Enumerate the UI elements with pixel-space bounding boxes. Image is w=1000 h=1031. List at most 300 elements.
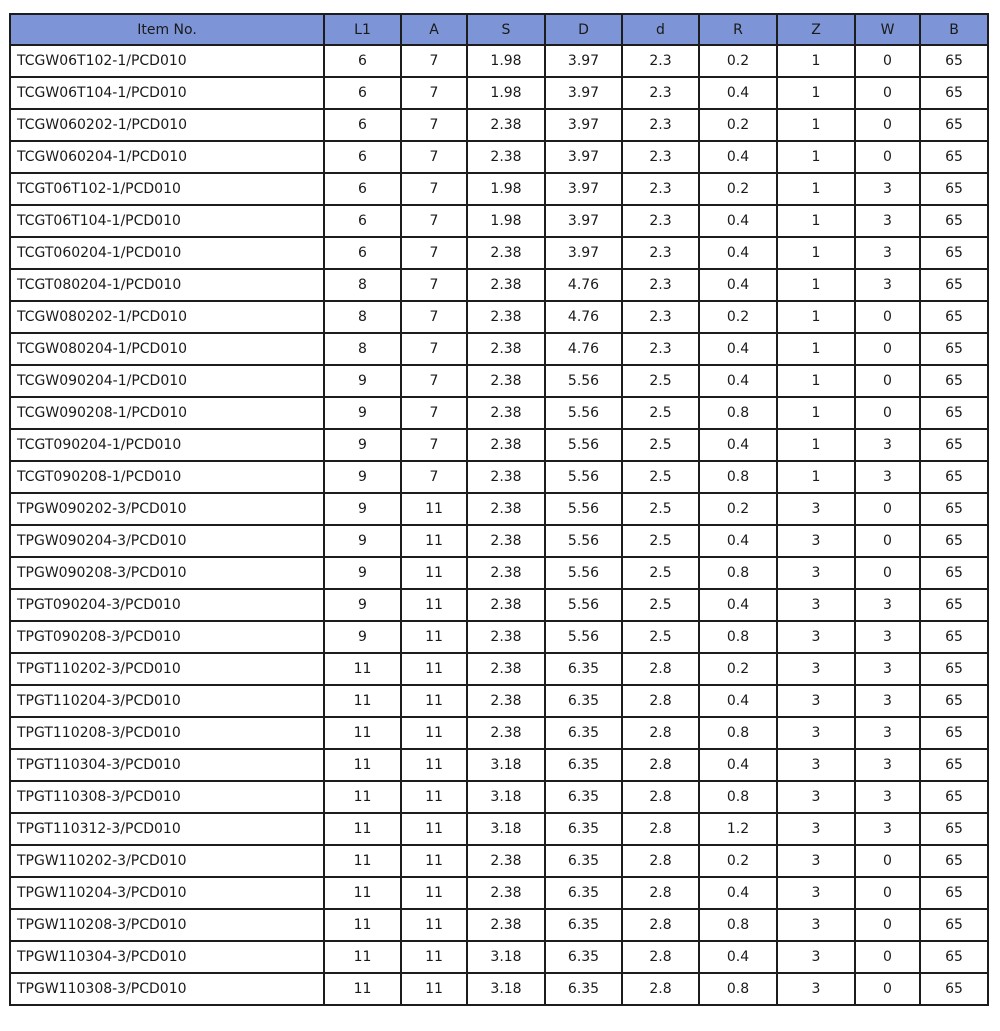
table-cell: 1 bbox=[777, 109, 855, 141]
item-number-cell: TPGW090208-3/PCD010 bbox=[10, 557, 324, 589]
table-row bbox=[10, 205, 988, 237]
table-cell: 2.38 bbox=[467, 557, 545, 589]
table-cell: 2.38 bbox=[467, 493, 545, 525]
table-cell: 2.38 bbox=[467, 397, 545, 429]
item-number-cell: TPGT090204-3/PCD010 bbox=[10, 589, 324, 621]
table-cell: 2.8 bbox=[622, 973, 699, 1005]
table-cell: 7 bbox=[401, 173, 467, 205]
table-row bbox=[10, 717, 988, 749]
table-cell: 11 bbox=[401, 973, 467, 1005]
table-cell: 7 bbox=[401, 429, 467, 461]
table-cell: 11 bbox=[324, 973, 401, 1005]
table-cell: 3 bbox=[855, 269, 920, 301]
table-cell: 0.2 bbox=[699, 109, 777, 141]
table-cell: 3 bbox=[855, 653, 920, 685]
table-cell: 11 bbox=[401, 653, 467, 685]
table-cell: 0 bbox=[855, 909, 920, 941]
table-row bbox=[10, 621, 988, 653]
item-number-cell: TCGT060204-1/PCD010 bbox=[10, 237, 324, 269]
table-cell: 65 bbox=[920, 333, 988, 365]
table-cell: 3.97 bbox=[545, 237, 622, 269]
table-cell: 9 bbox=[324, 525, 401, 557]
table-cell: 6.35 bbox=[545, 845, 622, 877]
table-row bbox=[10, 237, 988, 269]
table-cell: 6.35 bbox=[545, 813, 622, 845]
table-cell: 3 bbox=[777, 941, 855, 973]
table-cell: 2.5 bbox=[622, 493, 699, 525]
table-cell: 11 bbox=[324, 877, 401, 909]
table-cell: 6.35 bbox=[545, 909, 622, 941]
table-cell: 0.4 bbox=[699, 269, 777, 301]
table-cell: 3.97 bbox=[545, 77, 622, 109]
table-cell: 9 bbox=[324, 365, 401, 397]
table-cell: 0.2 bbox=[699, 301, 777, 333]
table-cell: 65 bbox=[920, 525, 988, 557]
table-cell: 0.8 bbox=[699, 621, 777, 653]
table-cell: 3 bbox=[855, 429, 920, 461]
table-cell: 3 bbox=[777, 845, 855, 877]
table-cell: 1 bbox=[777, 429, 855, 461]
table-row bbox=[10, 429, 988, 461]
table-cell: 65 bbox=[920, 813, 988, 845]
table-cell: 3 bbox=[777, 653, 855, 685]
table-row bbox=[10, 845, 988, 877]
table-cell: 65 bbox=[920, 781, 988, 813]
table-cell: 0.4 bbox=[699, 749, 777, 781]
table-cell: 7 bbox=[401, 205, 467, 237]
table-cell: 65 bbox=[920, 429, 988, 461]
table-cell: 2.38 bbox=[467, 845, 545, 877]
table-cell: 0.4 bbox=[699, 525, 777, 557]
table-cell: 0 bbox=[855, 845, 920, 877]
table-cell: 2.3 bbox=[622, 173, 699, 205]
table-cell: 2.38 bbox=[467, 237, 545, 269]
table-cell: 1 bbox=[777, 173, 855, 205]
table-cell: 2.3 bbox=[622, 333, 699, 365]
table-cell: 3.18 bbox=[467, 813, 545, 845]
table-cell: 3.97 bbox=[545, 205, 622, 237]
table-row bbox=[10, 941, 988, 973]
table-cell: 0 bbox=[855, 525, 920, 557]
table-cell: 0.4 bbox=[699, 877, 777, 909]
table-cell: 0.8 bbox=[699, 909, 777, 941]
table-cell: 0.4 bbox=[699, 365, 777, 397]
table-cell: 7 bbox=[401, 77, 467, 109]
table-cell: 11 bbox=[324, 941, 401, 973]
table-cell: 6.35 bbox=[545, 717, 622, 749]
table-cell: 0 bbox=[855, 493, 920, 525]
table-cell: 3.18 bbox=[467, 749, 545, 781]
table-row bbox=[10, 749, 988, 781]
table-cell: 2.8 bbox=[622, 781, 699, 813]
column-header: Item No. bbox=[10, 14, 324, 45]
table-cell: 2.8 bbox=[622, 845, 699, 877]
table-cell: 9 bbox=[324, 461, 401, 493]
table-cell: 11 bbox=[324, 685, 401, 717]
table-cell: 65 bbox=[920, 909, 988, 941]
table-cell: 0 bbox=[855, 301, 920, 333]
table-row bbox=[10, 493, 988, 525]
table-cell: 9 bbox=[324, 493, 401, 525]
table-cell: 2.5 bbox=[622, 525, 699, 557]
table-cell: 3 bbox=[777, 493, 855, 525]
table-cell: 2.5 bbox=[622, 621, 699, 653]
table-cell: 3 bbox=[777, 685, 855, 717]
table-cell: 7 bbox=[401, 365, 467, 397]
table-cell: 2.5 bbox=[622, 365, 699, 397]
table-cell: 2.38 bbox=[467, 685, 545, 717]
item-number-cell: TCGT06T104-1/PCD010 bbox=[10, 205, 324, 237]
table-cell: 2.5 bbox=[622, 429, 699, 461]
table-cell: 1 bbox=[777, 141, 855, 173]
table-cell: 3 bbox=[855, 621, 920, 653]
table-cell: 0.2 bbox=[699, 493, 777, 525]
table-cell: 1.98 bbox=[467, 173, 545, 205]
table-cell: 3 bbox=[777, 557, 855, 589]
table-cell: 2.38 bbox=[467, 141, 545, 173]
table-cell: 8 bbox=[324, 301, 401, 333]
table-cell: 0.4 bbox=[699, 237, 777, 269]
table-cell: 3 bbox=[777, 589, 855, 621]
table-cell: 0.8 bbox=[699, 973, 777, 1005]
table-cell: 11 bbox=[401, 877, 467, 909]
item-number-cell: TPGT110204-3/PCD010 bbox=[10, 685, 324, 717]
table-cell: 3 bbox=[855, 749, 920, 781]
table-cell: 11 bbox=[324, 909, 401, 941]
table-cell: 7 bbox=[401, 397, 467, 429]
table-cell: 0 bbox=[855, 973, 920, 1005]
table-cell: 3 bbox=[855, 237, 920, 269]
table-cell: 3 bbox=[777, 749, 855, 781]
table-cell: 65 bbox=[920, 589, 988, 621]
item-number-cell: TPGW110202-3/PCD010 bbox=[10, 845, 324, 877]
table-cell: 3 bbox=[855, 205, 920, 237]
table-cell: 2.38 bbox=[467, 365, 545, 397]
table-cell: 1 bbox=[777, 205, 855, 237]
table-cell: 1 bbox=[777, 365, 855, 397]
column-header: L1 bbox=[324, 14, 401, 45]
table-cell: 11 bbox=[401, 525, 467, 557]
table-cell: 0.4 bbox=[699, 77, 777, 109]
item-number-cell: TPGW110208-3/PCD010 bbox=[10, 909, 324, 941]
item-number-cell: TCGW060204-1/PCD010 bbox=[10, 141, 324, 173]
table-cell: 0 bbox=[855, 141, 920, 173]
table-cell: 0 bbox=[855, 557, 920, 589]
table-cell: 2.38 bbox=[467, 525, 545, 557]
table-cell: 2.3 bbox=[622, 301, 699, 333]
table-row bbox=[10, 461, 988, 493]
column-header: A bbox=[401, 14, 467, 45]
table-cell: 6 bbox=[324, 45, 401, 77]
table-cell: 7 bbox=[401, 333, 467, 365]
table-cell: 11 bbox=[401, 845, 467, 877]
table-cell: 9 bbox=[324, 429, 401, 461]
table-cell: 11 bbox=[324, 813, 401, 845]
item-number-cell: TPGW110304-3/PCD010 bbox=[10, 941, 324, 973]
table-cell: 0 bbox=[855, 77, 920, 109]
table-cell: 5.56 bbox=[545, 397, 622, 429]
table-row bbox=[10, 397, 988, 429]
table-cell: 11 bbox=[401, 589, 467, 621]
table-cell: 65 bbox=[920, 173, 988, 205]
column-header: D bbox=[545, 14, 622, 45]
table-cell: 3 bbox=[777, 909, 855, 941]
item-number-cell: TCGW090204-1/PCD010 bbox=[10, 365, 324, 397]
table-cell: 0 bbox=[855, 365, 920, 397]
table-cell: 1.98 bbox=[467, 45, 545, 77]
item-number-cell: TCGW060202-1/PCD010 bbox=[10, 109, 324, 141]
table-row bbox=[10, 301, 988, 333]
table-cell: 9 bbox=[324, 557, 401, 589]
table-cell: 5.56 bbox=[545, 365, 622, 397]
table-cell: 2.3 bbox=[622, 269, 699, 301]
table-row bbox=[10, 77, 988, 109]
item-number-cell: TCGT080204-1/PCD010 bbox=[10, 269, 324, 301]
table-cell: 5.56 bbox=[545, 557, 622, 589]
table-cell: 2.3 bbox=[622, 205, 699, 237]
table-cell: 6.35 bbox=[545, 973, 622, 1005]
table-cell: 2.8 bbox=[622, 909, 699, 941]
table-cell: 3 bbox=[777, 781, 855, 813]
table-cell: 11 bbox=[324, 781, 401, 813]
table-cell: 9 bbox=[324, 621, 401, 653]
table-cell: 11 bbox=[401, 813, 467, 845]
table-cell: 1.98 bbox=[467, 205, 545, 237]
column-header: d bbox=[622, 14, 699, 45]
table-cell: 2.3 bbox=[622, 109, 699, 141]
table-cell: 65 bbox=[920, 45, 988, 77]
table-cell: 6 bbox=[324, 77, 401, 109]
column-header: W bbox=[855, 14, 920, 45]
table-cell: 65 bbox=[920, 557, 988, 589]
table-cell: 1.2 bbox=[699, 813, 777, 845]
item-number-cell: TCGW06T102-1/PCD010 bbox=[10, 45, 324, 77]
table-cell: 4.76 bbox=[545, 301, 622, 333]
table-row bbox=[10, 557, 988, 589]
table-body bbox=[10, 45, 988, 1005]
table-row bbox=[10, 45, 988, 77]
table-cell: 65 bbox=[920, 621, 988, 653]
table-cell: 6 bbox=[324, 205, 401, 237]
table-cell: 0 bbox=[855, 397, 920, 429]
table-cell: 9 bbox=[324, 397, 401, 429]
table-cell: 6.35 bbox=[545, 781, 622, 813]
table-cell: 0.2 bbox=[699, 173, 777, 205]
table-cell: 65 bbox=[920, 397, 988, 429]
table-cell: 1.98 bbox=[467, 77, 545, 109]
table-cell: 3.18 bbox=[467, 941, 545, 973]
table-cell: 1 bbox=[777, 237, 855, 269]
item-number-cell: TCGW080202-1/PCD010 bbox=[10, 301, 324, 333]
column-header: R bbox=[699, 14, 777, 45]
item-number-cell: TPGT110312-3/PCD010 bbox=[10, 813, 324, 845]
table-cell: 2.38 bbox=[467, 717, 545, 749]
table-cell: 0 bbox=[855, 45, 920, 77]
table-cell: 7 bbox=[401, 141, 467, 173]
table-cell: 3 bbox=[855, 589, 920, 621]
table-cell: 7 bbox=[401, 269, 467, 301]
table-cell: 1 bbox=[777, 301, 855, 333]
table-cell: 0.4 bbox=[699, 589, 777, 621]
table-cell: 0.4 bbox=[699, 141, 777, 173]
table-cell: 3.97 bbox=[545, 141, 622, 173]
table-cell: 11 bbox=[401, 493, 467, 525]
table-cell: 65 bbox=[920, 141, 988, 173]
table-cell: 6.35 bbox=[545, 749, 622, 781]
table-cell: 5.56 bbox=[545, 493, 622, 525]
table-cell: 2.8 bbox=[622, 717, 699, 749]
table-cell: 11 bbox=[401, 909, 467, 941]
table-cell: 4.76 bbox=[545, 333, 622, 365]
table-cell: 11 bbox=[401, 717, 467, 749]
table-row bbox=[10, 781, 988, 813]
table-cell: 65 bbox=[920, 301, 988, 333]
table-cell: 65 bbox=[920, 941, 988, 973]
table-cell: 0 bbox=[855, 333, 920, 365]
item-number-cell: TCGW06T104-1/PCD010 bbox=[10, 77, 324, 109]
table-cell: 0.4 bbox=[699, 941, 777, 973]
table-cell: 6 bbox=[324, 173, 401, 205]
column-header: Z bbox=[777, 14, 855, 45]
table-cell: 0.8 bbox=[699, 717, 777, 749]
table-cell: 2.5 bbox=[622, 557, 699, 589]
table-cell: 3 bbox=[855, 717, 920, 749]
table-cell: 0.4 bbox=[699, 685, 777, 717]
table-cell: 1 bbox=[777, 77, 855, 109]
table-cell: 2.5 bbox=[622, 397, 699, 429]
item-number-cell: TCGT090204-1/PCD010 bbox=[10, 429, 324, 461]
table-cell: 11 bbox=[324, 653, 401, 685]
table-cell: 11 bbox=[401, 621, 467, 653]
table-cell: 11 bbox=[324, 717, 401, 749]
table-cell: 2.38 bbox=[467, 909, 545, 941]
table-cell: 3 bbox=[777, 621, 855, 653]
table-cell: 65 bbox=[920, 461, 988, 493]
item-number-cell: TCGW080204-1/PCD010 bbox=[10, 333, 324, 365]
table-cell: 8 bbox=[324, 333, 401, 365]
table-cell: 2.38 bbox=[467, 109, 545, 141]
table-cell: 1 bbox=[777, 333, 855, 365]
table-cell: 3 bbox=[855, 173, 920, 205]
header-row bbox=[10, 14, 988, 45]
table-cell: 0.4 bbox=[699, 205, 777, 237]
table-cell: 65 bbox=[920, 109, 988, 141]
table-cell: 1 bbox=[777, 269, 855, 301]
table-cell: 3 bbox=[855, 461, 920, 493]
table-cell: 3 bbox=[855, 781, 920, 813]
table-cell: 2.38 bbox=[467, 301, 545, 333]
table-cell: 1 bbox=[777, 461, 855, 493]
table-row bbox=[10, 525, 988, 557]
table-row bbox=[10, 877, 988, 909]
item-number-cell: TPGT110308-3/PCD010 bbox=[10, 781, 324, 813]
table-cell: 6 bbox=[324, 109, 401, 141]
table-cell: 65 bbox=[920, 685, 988, 717]
table-cell: 3 bbox=[777, 717, 855, 749]
table-cell: 3.18 bbox=[467, 973, 545, 1005]
table-row bbox=[10, 589, 988, 621]
table-cell: 65 bbox=[920, 749, 988, 781]
table-row bbox=[10, 109, 988, 141]
table-cell: 65 bbox=[920, 269, 988, 301]
table-cell: 5.56 bbox=[545, 461, 622, 493]
table-cell: 11 bbox=[324, 749, 401, 781]
table-cell: 0.4 bbox=[699, 333, 777, 365]
table-cell: 11 bbox=[401, 685, 467, 717]
table-cell: 0 bbox=[855, 877, 920, 909]
table-row bbox=[10, 653, 988, 685]
table-cell: 3 bbox=[777, 973, 855, 1005]
table-cell: 2.5 bbox=[622, 589, 699, 621]
table-cell: 4.76 bbox=[545, 269, 622, 301]
item-number-cell: TCGT090208-1/PCD010 bbox=[10, 461, 324, 493]
table-cell: 2.38 bbox=[467, 589, 545, 621]
table-cell: 2.3 bbox=[622, 77, 699, 109]
column-header: S bbox=[467, 14, 545, 45]
table-cell: 6 bbox=[324, 141, 401, 173]
table-cell: 7 bbox=[401, 109, 467, 141]
table-cell: 2.38 bbox=[467, 621, 545, 653]
table-cell: 6.35 bbox=[545, 685, 622, 717]
spec-table bbox=[9, 13, 989, 1006]
table-cell: 2.3 bbox=[622, 141, 699, 173]
table-row bbox=[10, 173, 988, 205]
table-cell: 7 bbox=[401, 461, 467, 493]
item-number-cell: TPGW090202-3/PCD010 bbox=[10, 493, 324, 525]
table-row bbox=[10, 909, 988, 941]
table-cell: 2.8 bbox=[622, 653, 699, 685]
item-number-cell: TPGT110202-3/PCD010 bbox=[10, 653, 324, 685]
table-cell: 3 bbox=[777, 813, 855, 845]
table-cell: 65 bbox=[920, 365, 988, 397]
table-cell: 2.38 bbox=[467, 269, 545, 301]
table-cell: 0 bbox=[855, 109, 920, 141]
item-number-cell: TPGW090204-3/PCD010 bbox=[10, 525, 324, 557]
table-cell: 0.2 bbox=[699, 653, 777, 685]
table-cell: 2.38 bbox=[467, 877, 545, 909]
table-cell: 2.8 bbox=[622, 749, 699, 781]
table-cell: 11 bbox=[401, 749, 467, 781]
table-cell: 7 bbox=[401, 237, 467, 269]
table-cell: 11 bbox=[401, 941, 467, 973]
table-cell: 6 bbox=[324, 237, 401, 269]
item-number-cell: TPGW110204-3/PCD010 bbox=[10, 877, 324, 909]
table-cell: 11 bbox=[324, 845, 401, 877]
table-cell: 65 bbox=[920, 205, 988, 237]
table-cell: 3 bbox=[855, 813, 920, 845]
table-cell: 65 bbox=[920, 973, 988, 1005]
table-cell: 65 bbox=[920, 717, 988, 749]
table-cell: 2.8 bbox=[622, 685, 699, 717]
table-row bbox=[10, 141, 988, 173]
table-cell: 6.35 bbox=[545, 653, 622, 685]
table-cell: 3.97 bbox=[545, 45, 622, 77]
table-cell: 1 bbox=[777, 397, 855, 429]
table-cell: 3.97 bbox=[545, 109, 622, 141]
table-cell: 9 bbox=[324, 589, 401, 621]
table-cell: 0.2 bbox=[699, 845, 777, 877]
table-cell: 65 bbox=[920, 237, 988, 269]
table-cell: 6.35 bbox=[545, 877, 622, 909]
table-cell: 65 bbox=[920, 877, 988, 909]
table-cell: 2.8 bbox=[622, 813, 699, 845]
item-number-cell: TCGT06T102-1/PCD010 bbox=[10, 173, 324, 205]
table-cell: 5.56 bbox=[545, 589, 622, 621]
table-cell: 2.3 bbox=[622, 45, 699, 77]
item-number-cell: TPGT090208-3/PCD010 bbox=[10, 621, 324, 653]
item-number-cell: TCGW090208-1/PCD010 bbox=[10, 397, 324, 429]
table-cell: 65 bbox=[920, 845, 988, 877]
